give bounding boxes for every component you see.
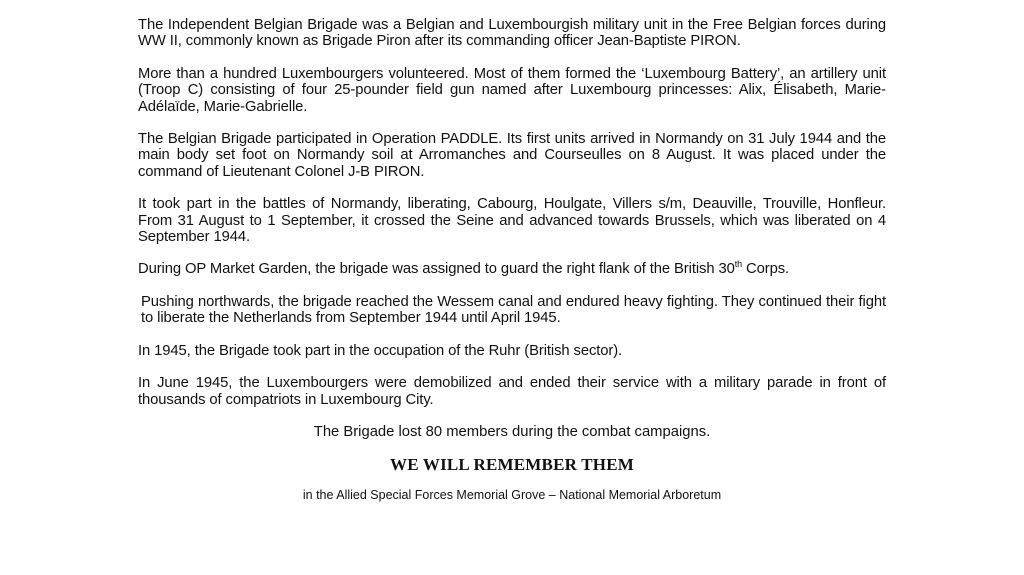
- paragraph-brigade-intro: The Independent Belgian Brigade was a Belgian and Luxembourgish military unit in the Free Belgian forces during WW II, commonly known as Brigade Piron after its commanding officer Jean-Baptiste PIRON.: [138, 17, 886, 50]
- paragraph-normandy-battles: It took part in the battles of Normandy, liberating, Cabourg, Houlgate, Villers s/m, Deauville, Trouville, Honfleur. From 31 August to 1 September, it crossed the Seine and advanced towards Brussels, which was liberated on 4 September 1944.: [138, 196, 886, 246]
- ordinal-superscript: th: [734, 259, 743, 270]
- paragraph-luxembourg-battery: More than a hundred Luxembourgers volunteered. Most of them formed the ‘Luxembourg Battery’, an artillery unit (Troop C) consisting of four 25-pounder field gun named after Luxembourg princesses: Alix, Élisabeth, Marie-Adélaïde, Marie-Gabrielle.: [138, 65, 886, 115]
- market-garden-text: During OP Market Garden, the brigade was assigned to guard the right flank of the British 30: [138, 261, 735, 278]
- paragraph-ruhr-occupation: In 1945, the Brigade took part in the occupation of the Ruhr (British sector).: [138, 342, 623, 359]
- document-body: [138, 17, 886, 503]
- remember-heading: WE WILL REMEMBER THEM: [390, 454, 634, 474]
- losses-line: The Brigade lost 80 members during the combat campaigns.: [313, 423, 711, 440]
- paragraph-operation-paddle: The Belgian Brigade participated in Operation PADDLE. Its first units arrived in Normandy on 31 July 1944 and the main body set foot on Normandy soil at Arromanches and Courseulles on 8 August. It was placed under the command of Lieutenant Colonel J-B PIRON.: [138, 131, 886, 180]
- paragraph-wessem-canal: Pushing northwards, the brigade reached the Wessem canal and endured heavy fighting. They continued their fight to liberate the Netherlands from September 1944 until April 1945.: [141, 293, 886, 327]
- paragraph-demobilization: In June 1945, the Luxembourgers were demobilized and ended their service with a military parade in front of thousands of compatriots in Luxembourg City.: [138, 375, 886, 408]
- market-garden-tail: Corps.: [742, 261, 790, 278]
- memorial-footer: in the Allied Special Forces Memorial Grove – National Memorial Arboretum: [302, 487, 722, 502]
- paragraph-market-garden: [138, 261, 886, 277]
